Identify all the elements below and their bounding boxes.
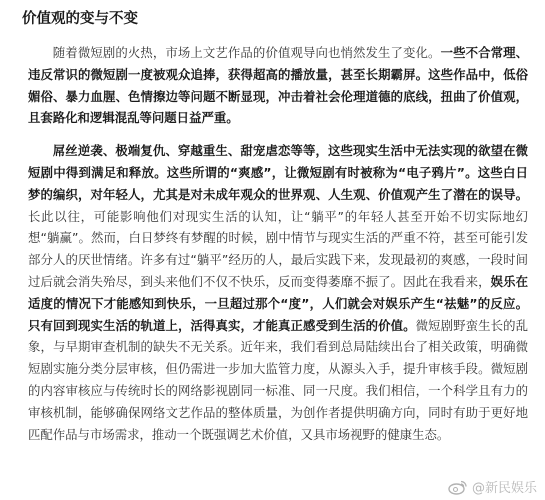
paragraph-2-segment-1: 屌丝逆袭、极端复仇、穿越重生、甜宠虐恋等等，这些现实生活中无法实现的欲望在微短剧中得到满足和释放。这些所谓的“爽感”，让微短剧有时被称为“电子鸦片”。这些白日梦的编织，对年轻人，尤其是对未成年观众的世界观、人生观、价值观产生了潜在的误导。 [28, 143, 528, 202]
watermark-text: @新民娱乐 [471, 481, 537, 496]
paragraph-1-segment-1: 随着微短剧的火热，市场上文艺作品的价值观导向也悄然发生了变化。 [52, 45, 441, 60]
paragraph-1 [28, 42, 528, 129]
weibo-logo-icon [448, 479, 468, 495]
paragraph-1-segment-2: 一些不合常理、违反常识的微短剧一度被观众追捧，获得超高的播放量，甚至长期霸屏。这些作品中，低俗媚俗、暴力血腥、色情擦边等问题不断显现，冲击着社会伦理道德的底线，扭曲了价值观，且套路化和逻辑混乱等问题日益严重。 [28, 45, 529, 126]
section-heading: 价值观的变与不变 [22, 11, 138, 27]
article-body [28, 42, 528, 445]
watermark [448, 477, 537, 496]
paragraph-2-segment-4: 微短剧野蛮生长的乱象，与早期审查机制的缺失不无关系。近年来，我们看到总局陆续出台了相关政策，明确微短剧实施分类分层审核，但仍需进一步加大监管力度，从源头入手，提升审核手段。微短剧的内容审核应与传统时长的网络影视剧同一标准、同一尺度。我们相信，一个科学且有力的审核机制，能够确保网络文艺作品的整体质量，为创作者提供明确方向，同时有助于更好地匹配作品与市场需求，推动一个既强调艺术价值，又具市场视野的健康生态。 [28, 317, 529, 442]
paragraph-2-segment-3: 娱乐在适度的情况下才能感知到快乐，一旦超过那个“度”，人们就会对娱乐产生“祛魅”的反应。只有回到现实生活的轨道上，活得真实，才能真正感受到生活的价值。 [28, 273, 529, 333]
paragraph-2-segment-2: 长此以往，可能影响他们对现实生活的认知，让“躺平”的年轻人甚至开始不切实际地幻想“躺赢”。然而，白日梦终有梦醒的时候，剧中情节与现实生活的严重不符，甚至可能引发部分人的厌世情绪。许多有过“躺平”经历的人，最后实践下来，发现最初的爽感，一段时间过后就会消失殆尽，到头来他们不仅不快乐，反而变得萎靡不振了。因此在我看来， [28, 208, 528, 289]
paragraph-2 [28, 140, 528, 445]
